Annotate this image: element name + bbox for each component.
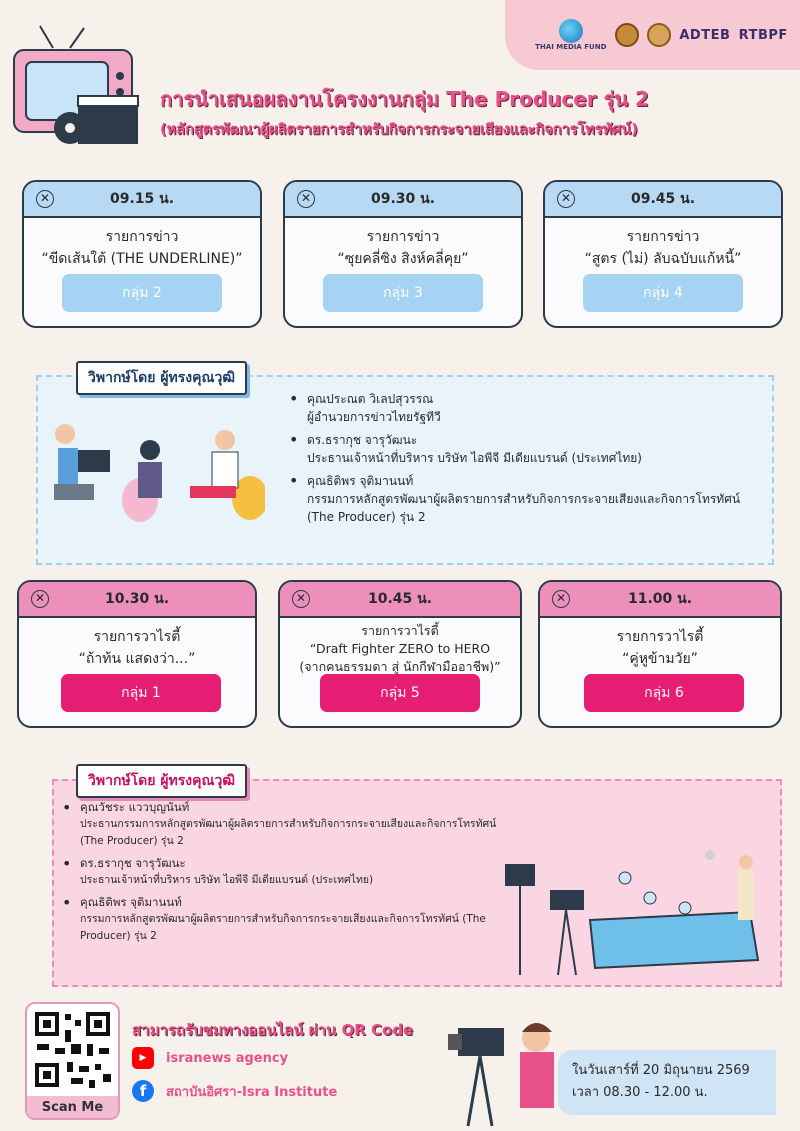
- facebook-icon: f: [132, 1080, 154, 1102]
- page-subtitle: (หลักสูตรพัฒนาผู้ผลิตรายการสำหรับกิจการกระจายเสียงและกิจการโทรทัศน์): [160, 122, 638, 138]
- critic-name: • ดร.ธรากุช จารุวัฒนะ: [80, 856, 186, 870]
- session-name: “สูตร (ไม่) ลับฉบับแก้หนี้”: [584, 251, 742, 267]
- tv-studio-illustration: [500, 850, 775, 980]
- logo-bar: [505, 0, 800, 70]
- close-circle-icon: ✕: [297, 190, 315, 208]
- critic-role: ผู้อำนวยการข่าวไทยรัฐทีวี: [307, 410, 441, 424]
- facebook-page[interactable]: [132, 1080, 337, 1102]
- page-title: การนำเสนอผลงานโครงงานกลุ่ม The Producer รุ่น 2: [160, 87, 649, 111]
- session-time: 09.30 น.: [370, 191, 436, 207]
- session-time: 09.15 น.: [109, 191, 175, 207]
- list-item: [58, 894, 518, 945]
- session-type: รายการข่าว: [105, 229, 179, 245]
- session-name-subtitle: (จากคนธรรมดา สู่ นักกีฬามืออาชีพ)”: [299, 659, 501, 674]
- critique-list-variety: [58, 799, 518, 950]
- list-item: [285, 390, 765, 426]
- close-circle-icon: ✕: [552, 590, 570, 608]
- session-type: รายการข่าว: [366, 229, 440, 245]
- session-card-news-3: [543, 180, 783, 328]
- session-time: 09.45 น.: [630, 191, 696, 207]
- close-circle-icon: ✕: [292, 590, 310, 608]
- group-button[interactable]: กลุ่ม 2: [62, 274, 222, 312]
- scan-me-label: Scan Me: [27, 1096, 118, 1118]
- session-name: “Draft Fighter ZERO to HERO: [309, 641, 491, 656]
- thai-media-fund-logo: THAI MEDIA FUND: [535, 19, 606, 51]
- close-circle-icon: ✕: [31, 590, 49, 608]
- critic-name: • ดร.ธรากุช จารุวัฒนะ: [307, 433, 418, 447]
- online-viewing-title: สามารถรับชมทางออนไลน์ ผ่าน QR Code: [132, 1021, 414, 1039]
- critique-label: วิพากษ์โดย ผู้ทรงคุณวุฒิ: [76, 764, 247, 798]
- camera-woman-illustration: [440, 1008, 575, 1128]
- adteb-logo: ADTEB: [679, 27, 731, 43]
- event-date: ในวันเสาร์ที่ 20 มิถุนายน 2569: [572, 1063, 750, 1078]
- youtube-icon: ▶: [132, 1047, 154, 1069]
- list-item: [58, 855, 518, 889]
- facebook-page-name: สถาบันอิศรา-Isra Institute: [166, 1084, 338, 1100]
- session-time: 11.00 น.: [627, 591, 693, 607]
- critic-name: • คุณประณต วิเลปสุวรรณ: [307, 392, 434, 406]
- session-time: 10.30 น.: [104, 591, 170, 607]
- list-item: [285, 472, 765, 526]
- event-time: เวลา 08.30 - 12.00 น.: [572, 1085, 708, 1100]
- critic-role: ประธานกรรมการหลักสูตรพัฒนาผู้ผลิตรายการสำหรับกิจการกระจายเสียงและกิจการโทรทัศน์ (The Producer) รุ่น 2: [80, 818, 497, 847]
- close-circle-icon: ✕: [36, 190, 54, 208]
- critique-list-news: [285, 390, 765, 531]
- critic-role: กรรมการหลักสูตรพัฒนาผู้ผลิตรายการสำหรับกิจการกระจายเสียงและกิจการโทรทัศน์ (The Producer) รุ่น 2: [307, 492, 741, 524]
- session-card-variety-1: [17, 580, 257, 728]
- session-name: “ขีดเส้นใต้ (THE UNDERLINE)”: [41, 251, 243, 267]
- session-type: รายการวาไรตี้: [93, 629, 181, 645]
- group-button[interactable]: กลุ่ม 5: [320, 674, 480, 712]
- critic-name: • คุณวัชระ แววบุญนันท์: [80, 800, 190, 814]
- interview-illustration: [40, 420, 265, 545]
- event-date-box: [558, 1050, 776, 1115]
- session-time: 10.45 น.: [367, 591, 433, 607]
- qr-code[interactable]: [25, 1002, 120, 1120]
- critic-name: • คุณธิติพร จุติมานนท์: [307, 474, 414, 488]
- session-type: รายการข่าว: [626, 229, 700, 245]
- close-circle-icon: ✕: [557, 190, 575, 208]
- session-card-variety-2: [278, 580, 522, 728]
- qr-code-image: [27, 1004, 118, 1096]
- seal-logo-1: [615, 23, 639, 47]
- seal-logo-2: [647, 23, 671, 47]
- tv-clapper-illustration: [8, 20, 158, 150]
- session-type: รายการวาไรตี้: [616, 629, 704, 645]
- rtbpf-logo: RTBPF: [738, 27, 788, 43]
- youtube-channel[interactable]: [132, 1047, 288, 1069]
- list-item: [285, 431, 765, 467]
- session-type: รายการวาไรตี้: [361, 623, 439, 638]
- session-name: “ซุยคลี่ซิง สิงห์คลี่คุย”: [337, 251, 469, 267]
- group-button[interactable]: กลุ่ม 1: [61, 674, 221, 712]
- session-card-news-1: [22, 180, 262, 328]
- youtube-channel-name: isranews agency: [166, 1050, 289, 1066]
- session-name: “ถ้าท้น แสดงว่า...”: [78, 651, 196, 667]
- critic-role: กรรมการหลักสูตรพัฒนาผู้ผลิตรายการสำหรับกิจการกระจายเสียงและกิจการโทรทัศน์ (The Producer) รุ่น 2: [80, 913, 486, 942]
- critique-label: วิพากษ์โดย ผู้ทรงคุณวุฒิ: [76, 361, 247, 395]
- group-button[interactable]: กลุ่ม 6: [584, 674, 744, 712]
- critic-role: ประธานเจ้าหน้าที่บริหาร บริษัท ไอพีจี มีเดียแบรนด์ (ประเทศไทย): [80, 874, 374, 886]
- session-card-news-2: [283, 180, 523, 328]
- critic-role: ประธานเจ้าหน้าที่บริหาร บริษัท ไอพีจี มีเดียแบรนด์ (ประเทศไทย): [307, 451, 642, 465]
- group-button[interactable]: กลุ่ม 3: [323, 274, 483, 312]
- session-card-variety-3: [538, 580, 782, 728]
- session-name: “คู่หูข้ามวัย”: [622, 651, 698, 667]
- group-button[interactable]: กลุ่ม 4: [583, 274, 743, 312]
- list-item: [58, 799, 518, 850]
- critic-name: • คุณธิติพร จุติมานนท์: [80, 895, 182, 909]
